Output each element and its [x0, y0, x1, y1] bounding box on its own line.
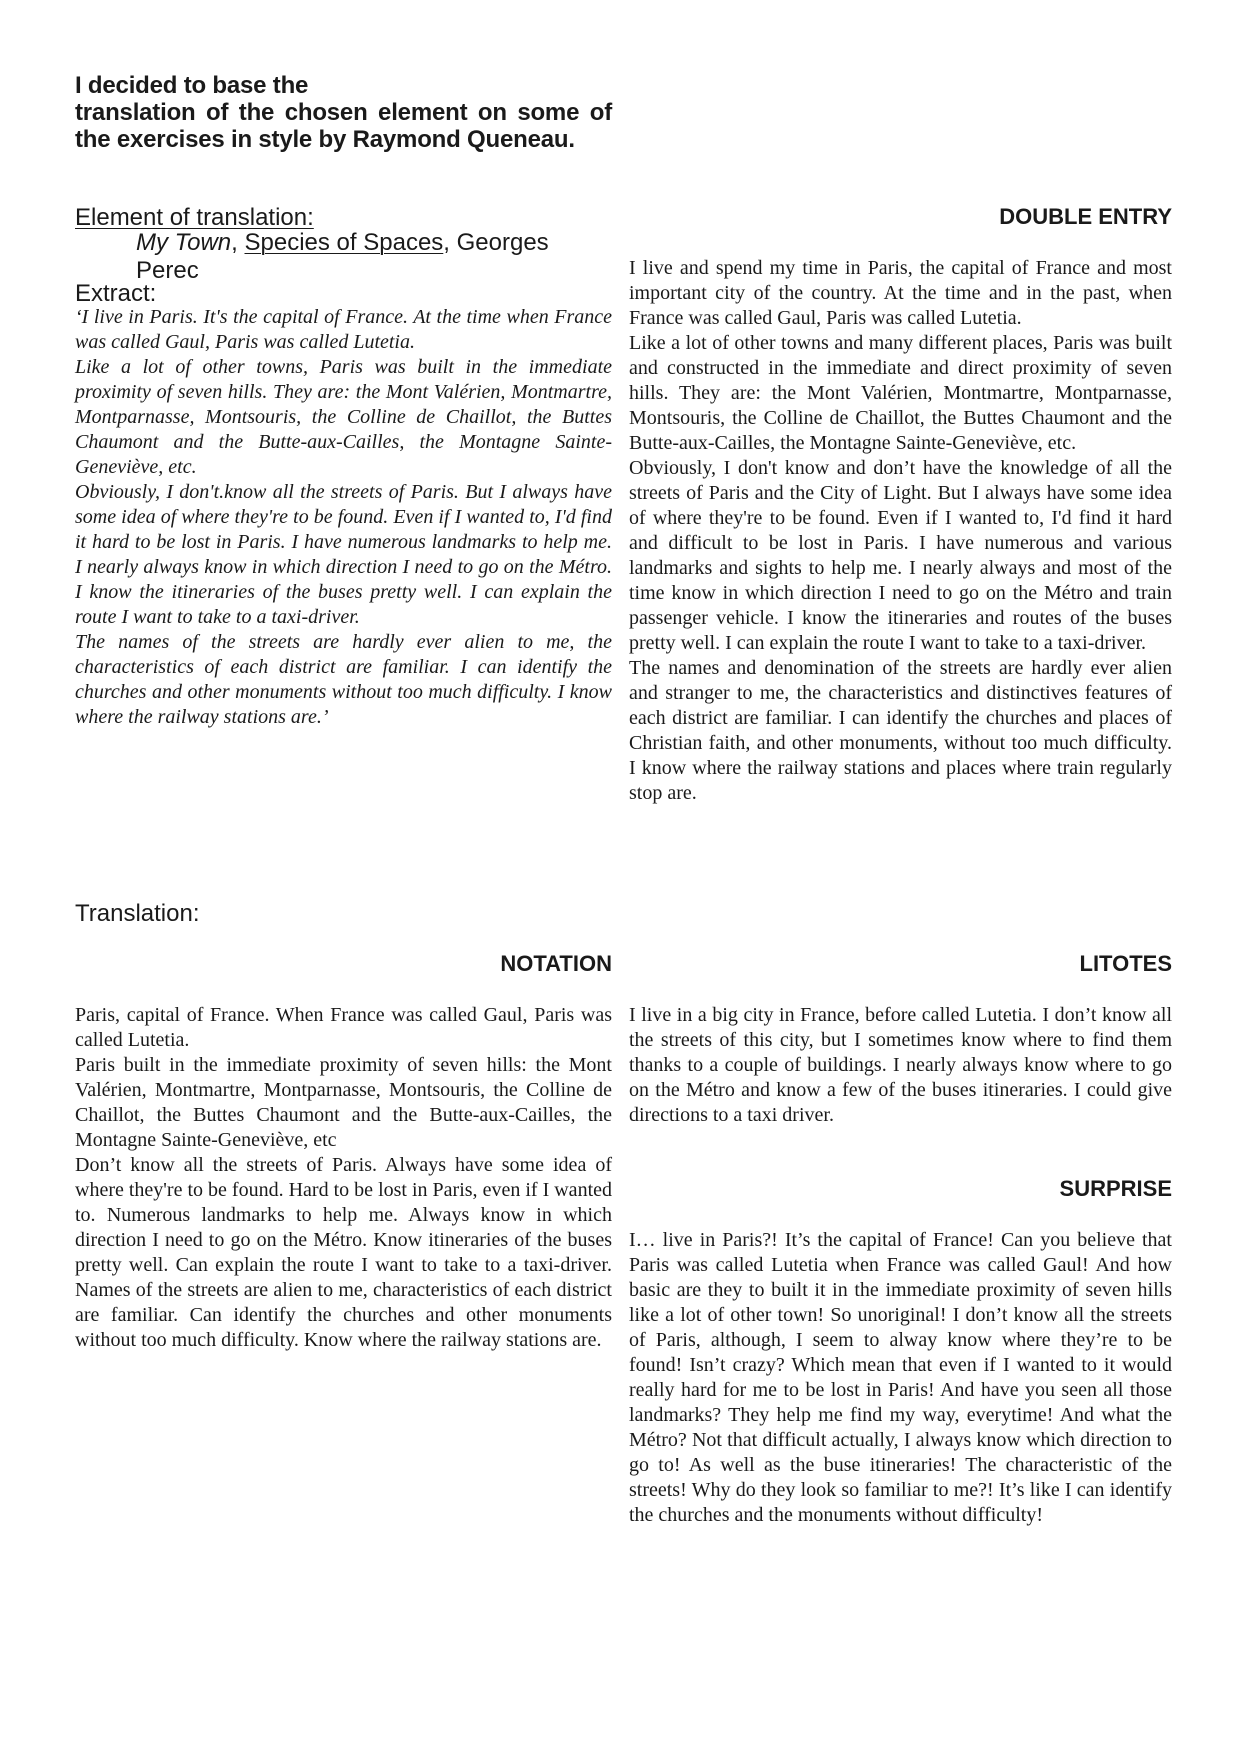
double-entry-paragraph: I live and spend my time in Paris, the capital of France and most important city of the country. At the time and in the past, when France was called Gaul, Paris was called Lutetia.	[629, 257, 1172, 329]
double-entry-paragraph: Obviously, I don't know and don’t have the knowledge of all the streets of Paris and the City of Light. But I always have some idea of where they're to be found. Even if I wanted to, I'd find it hard and difficult to be lost in Paris. I have numerous and various landmarks and sights to help me. I nearly always and most of the time know in which direction I need to go on the Métro and train passenger vehicle. I know the itineraries and routes of the buses pretty well. I can explain the route I want to take to a taxi-driver.	[629, 457, 1172, 654]
element-label: Element of translation:	[75, 204, 314, 231]
litotes-paragraph: I live in a big city in France, before called Lutetia. I don’t know all the streets of this city, but I sometimes know where to find them thanks to a couple of buildings. I nearly always know where to go on the Métro and know a few of the buses itineraries. I could give directions to a taxi driver.	[629, 1004, 1172, 1126]
translation-label: Translation:	[75, 900, 200, 927]
extract-paragraph: The names of the streets are hardly ever alien to me, the characteristics of each district are familiar. I can identify the churches and other monuments without too much difficulty. I know where the railway stations are.’	[75, 631, 612, 728]
element-book: Species of Spaces	[244, 229, 444, 256]
notation-paragraph: Don’t know all the streets of Paris. Always have some idea of where they're to be found. Hard to be lost in Paris, even if I wanted to. Numerous landmarks to help me. Always know in which direction I need to go on the Métro. Know itineraries of the buses pretty well. Can explain the route I want to take to a taxi-driver. Names of the streets are alien to me, characteristics of each district are familiar. Can identify the churches and other monuments without too much difficulty. Know where the railway stations are.	[75, 1154, 612, 1351]
intro-rest: translation of the chosen element on some of the exercises in style by Raymond Queneau.	[75, 99, 612, 153]
extract-paragraph: Like a lot of other towns, Paris was built in the immediate proximity of seven hills. They are: the Mont Valérien, Montmartre, Montparnasse, Montsouris, the Colline de Chaillot, the Buttes Chaumont and the Butte-aux-Cailles, the Montagne Sainte-Geneviève, etc.	[75, 356, 612, 478]
extract-paragraph: ‘I live in Paris. It's the capital of France. At the time when France was called Gaul, Paris was called Lutetia.	[75, 306, 612, 353]
intro-line-1: I decided to base the	[75, 72, 309, 99]
extract-paragraph: Obviously, I don't.know all the streets of Paris. But I always have some idea of where they're to be found. Even if I wanted to, I'd find it hard to be lost in Paris. I have numerous landmarks to help me. I nearly always know in which direction I need to go on the Métro. I know the itineraries of the buses pretty well. I can explain the route I want to take to a taxi-driver.	[75, 481, 612, 628]
litotes-text	[629, 1003, 1172, 1128]
element-source	[136, 229, 612, 285]
double-entry-paragraph: Like a lot of other towns and many different places, Paris was built and constructed in the immediate and direct proximity of seven hills. They are: the Mont Valérien, Montmartre, Montparnasse, Montsouris, the Colline de Chaillot, the Buttes Chaumont and the Butte-aux-Cailles, the Montagne Sainte-Geneviève, etc.	[629, 332, 1172, 454]
intro-heading	[75, 72, 612, 153]
notation-paragraph: Paris built in the immediate proximity of seven hills: the Mont Valérien, Montmartre, Montparnasse, Montsouris, the Colline de Chaillot, the Buttes Chaumont and the Butte-aux-Cailles, the Montagne Sainte-Geneviève, etc	[75, 1054, 612, 1151]
element-label-block	[75, 204, 612, 232]
litotes-heading: LITOTES	[1079, 951, 1172, 976]
element-title: My Town	[136, 229, 232, 256]
notation-text	[75, 1003, 612, 1353]
surprise-heading: SURPRISE	[1059, 1176, 1172, 1201]
notation-paragraph: Paris, capital of France. When France was called Gaul, Paris was called Lutetia.	[75, 1004, 612, 1051]
double-entry-heading: DOUBLE ENTRY	[999, 204, 1172, 229]
extract-label: Extract:	[75, 280, 157, 307]
surprise-paragraph: I… live in Paris?! It’s the capital of France! Can you believe that Paris was called Lutetia when France was called Gaul! And how basic are they to built it in the immediate proximity of seven hills like a lot of other town! So unoriginal! I don’t know all the streets of Paris, although, I seem to alway know where they’re to be found! Isn’t crazy? Which mean that even if I wanted to it would really hard for me to be lost in Paris! And have you seen all those landmarks? They help me find my way, everytime! And what the Métro? Not that difficult actually, I always know which direction to go to! As well as the buse itineraries! The characteristic of the streets! Why do they look so familiar to me?! It’s like I can identify the churches and the monuments without difficulty!	[629, 1229, 1172, 1526]
double-entry-text	[629, 256, 1172, 806]
element-comma: ,	[231, 229, 245, 256]
extract-text	[75, 305, 612, 730]
surprise-text	[629, 1228, 1172, 1528]
element-author: , Georges Perec	[136, 229, 549, 284]
notation-heading: NOTATION	[500, 951, 612, 976]
double-entry-paragraph: The names and denomination of the streets are hardly ever alien and stranger to me, the characteristics and distinctives features of each district are familiar. I can identify the churches and places of Christian faith, and other monuments, without too much difficulty. I know where the railway stations and places where train regularly stop are.	[629, 657, 1172, 804]
